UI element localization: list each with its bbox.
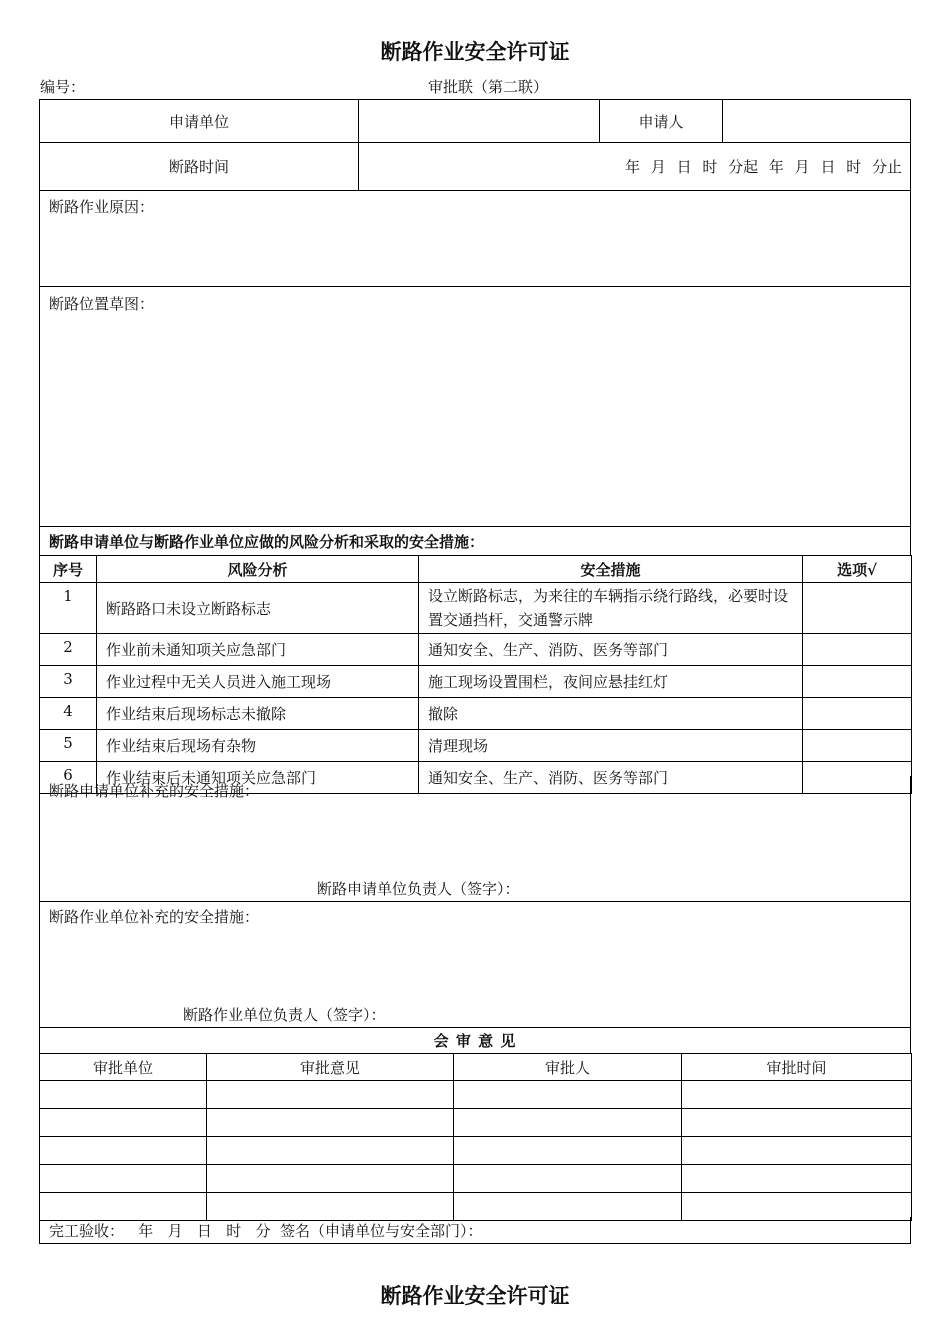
sketch-section[interactable] bbox=[39, 286, 911, 527]
applicant-supplement-section[interactable] bbox=[39, 776, 911, 902]
approval-header-row bbox=[40, 1054, 912, 1081]
approval-cell[interactable] bbox=[40, 1081, 207, 1109]
applicant-label: 申请人 bbox=[638, 112, 684, 131]
risk-cell: 作业过程中无关人员进入施工现场 bbox=[97, 666, 419, 698]
applicant-unit-field[interactable] bbox=[359, 100, 599, 142]
col-measure-header: 安全措施 bbox=[419, 556, 803, 583]
risk-cell: 作业结束后现场标志未撤除 bbox=[97, 698, 419, 730]
approval-table-wrap bbox=[39, 1053, 911, 1221]
approval-cell[interactable] bbox=[682, 1137, 912, 1165]
table-row bbox=[40, 1165, 912, 1193]
worker-supplement-label: 断路作业单位补充的安全措施： bbox=[49, 908, 260, 926]
table-row bbox=[40, 634, 912, 666]
col-number-header: 序号 bbox=[40, 556, 97, 583]
page-title: 断路作业安全许可证 bbox=[380, 39, 570, 64]
completion-row[interactable] bbox=[39, 1217, 911, 1244]
row-number: 2 bbox=[40, 634, 97, 666]
worker-sign-label: 断路作业单位负责人（签字）： bbox=[183, 1006, 386, 1024]
option-checkbox[interactable] bbox=[803, 698, 912, 730]
applicant-sign-label: 断路申请单位负责人（签字）： bbox=[317, 880, 520, 898]
row-number: 3 bbox=[40, 666, 97, 698]
col-approval-time: 审批时间 bbox=[682, 1054, 912, 1081]
col-approver: 审批人 bbox=[454, 1054, 682, 1081]
sketch-label: 断路位置草图： bbox=[49, 295, 155, 313]
option-checkbox[interactable] bbox=[803, 634, 912, 666]
measure-cell: 清理现场 bbox=[419, 730, 803, 762]
col-approval-unit: 审批单位 bbox=[40, 1054, 207, 1081]
approval-cell[interactable] bbox=[40, 1137, 207, 1165]
measure-cell: 通知安全、生产、消防、医务等部门 bbox=[419, 762, 803, 794]
applicant-block bbox=[39, 99, 911, 191]
approval-cell[interactable] bbox=[454, 1137, 682, 1165]
row-number: 6 bbox=[40, 762, 97, 794]
approval-cell[interactable] bbox=[207, 1165, 454, 1193]
applicant-unit-label: 申请单位 bbox=[168, 112, 229, 131]
option-checkbox[interactable] bbox=[803, 583, 912, 634]
approval-cell[interactable] bbox=[207, 1081, 454, 1109]
table-row bbox=[40, 730, 912, 762]
row-number: 1 bbox=[40, 583, 97, 634]
applicant-field[interactable] bbox=[723, 100, 910, 142]
risk-table bbox=[39, 555, 912, 794]
risk-cell: 断路路口未设立断路标志 bbox=[97, 583, 419, 634]
risk-cell: 作业结束后未通知项关应急部门 bbox=[97, 762, 419, 794]
col-approval-opinion: 审批意见 bbox=[207, 1054, 454, 1081]
measure-cell: 施工现场设置围栏，夜间应悬挂红灯 bbox=[419, 666, 803, 698]
col-option-header: 选项√ bbox=[803, 556, 912, 583]
risk-heading-row bbox=[39, 526, 911, 556]
table-row bbox=[40, 583, 912, 634]
approval-cell[interactable] bbox=[40, 1109, 207, 1137]
time-field[interactable] bbox=[359, 143, 910, 190]
risk-cell: 作业前未通知项关应急部门 bbox=[97, 634, 419, 666]
approval-cell[interactable] bbox=[682, 1081, 912, 1109]
row-number: 5 bbox=[40, 730, 97, 762]
approval-cell[interactable] bbox=[454, 1109, 682, 1137]
completion-label: 完工验收： 年 月 日 时 分 签名（申请单位与安全部门）： bbox=[49, 1222, 483, 1240]
serial-number-label: 编号： bbox=[40, 78, 86, 96]
worker-supplement-section[interactable] bbox=[39, 901, 911, 1028]
table-row bbox=[40, 698, 912, 730]
meta-row bbox=[40, 76, 911, 98]
table-row bbox=[40, 666, 912, 698]
reason-label: 断路作业原因： bbox=[49, 198, 155, 216]
approval-cell[interactable] bbox=[682, 1165, 912, 1193]
review-heading: 会 审 意 见 bbox=[39, 1027, 911, 1054]
approval-cell[interactable] bbox=[454, 1165, 682, 1193]
approval-cell[interactable] bbox=[682, 1109, 912, 1137]
measure-cell: 设立断路标志，为来往的车辆指示绕行路线，必要时设置交通挡杆，交通警示牌 bbox=[419, 583, 803, 634]
copy-label: 审批联（第二联） bbox=[428, 78, 549, 96]
option-checkbox[interactable] bbox=[803, 730, 912, 762]
measure-cell: 通知安全、生产、消防、医务等部门 bbox=[419, 634, 803, 666]
risk-cell: 作业结束后现场有杂物 bbox=[97, 730, 419, 762]
applicant-supplement-label: 断路申请单位补充的安全措施： bbox=[49, 782, 260, 800]
table-row bbox=[40, 1109, 912, 1137]
time-value: 年 月 日 时 分起 年 月 日 时 分止 bbox=[625, 158, 902, 176]
reason-section[interactable] bbox=[39, 190, 911, 287]
risk-heading: 断路申请单位与断路作业单位应做的风险分析和采取的安全措施： bbox=[49, 533, 485, 551]
approval-cell[interactable] bbox=[207, 1137, 454, 1165]
table-row bbox=[40, 1137, 912, 1165]
option-checkbox[interactable] bbox=[803, 666, 912, 698]
table-row bbox=[40, 1081, 912, 1109]
approval-cell[interactable] bbox=[40, 1165, 207, 1193]
risk-table-wrap bbox=[39, 555, 911, 794]
risk-header-row bbox=[40, 556, 912, 583]
col-risk-header: 风险分析 bbox=[97, 556, 419, 583]
approval-cell[interactable] bbox=[207, 1109, 454, 1137]
approval-cell[interactable] bbox=[454, 1081, 682, 1109]
row-number: 4 bbox=[40, 698, 97, 730]
footer-title: 断路作业安全许可证 bbox=[380, 1283, 570, 1308]
approval-table bbox=[39, 1053, 912, 1221]
time-label: 断路时间 bbox=[168, 158, 229, 176]
measure-cell: 撤除 bbox=[419, 698, 803, 730]
